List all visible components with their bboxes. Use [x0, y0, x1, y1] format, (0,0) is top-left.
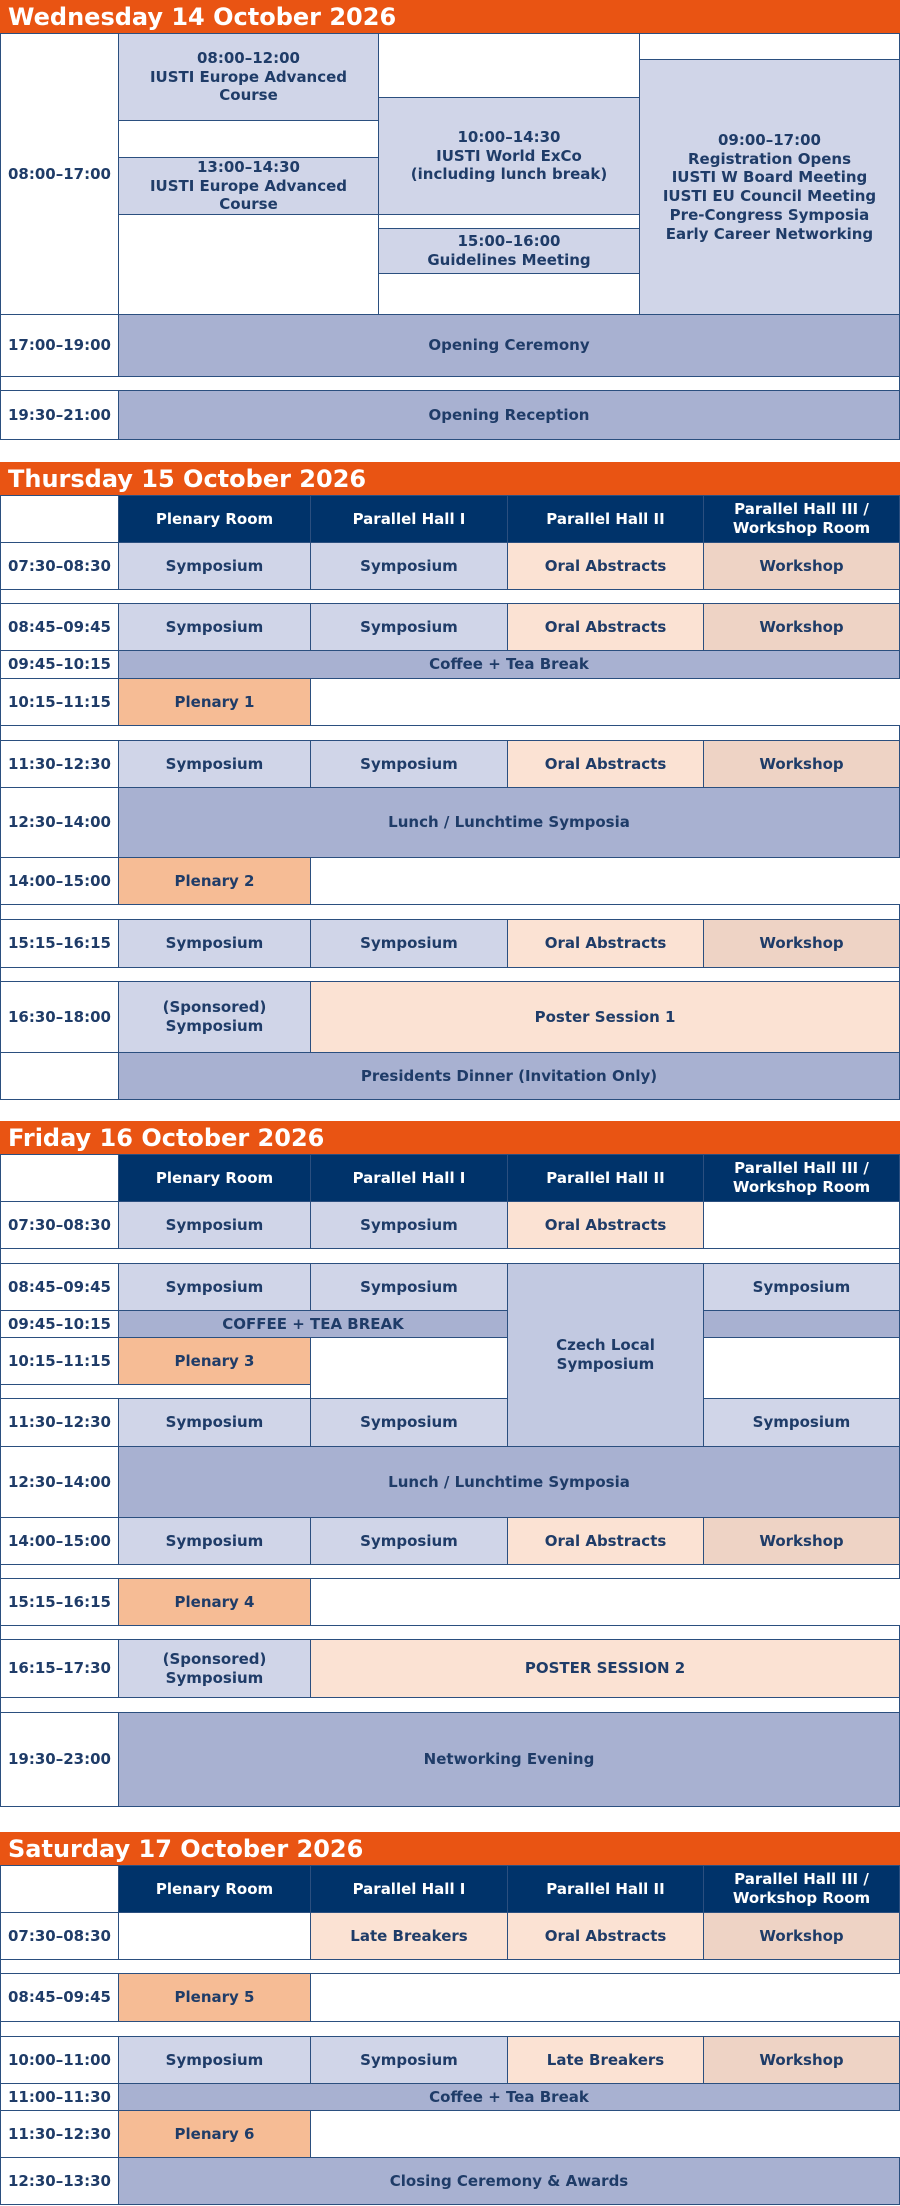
header-parallel-hall-1: Parallel Hall I [310, 1154, 508, 1202]
session-poster-session-2: POSTER SESSION 2 [310, 1639, 900, 1698]
session-poster-session-1: Poster Session 1 [310, 981, 900, 1053]
session-oral-abstracts: Oral Abstracts [507, 919, 704, 968]
day-title-thursday: Thursday 15 October 2026 [0, 462, 900, 496]
time-cell: 16:15–17:30 [0, 1639, 119, 1698]
time-cell: 14:00–15:00 [0, 1517, 119, 1565]
time-cell: 19:30–21:00 [0, 390, 119, 440]
session-workshop: Workshop [703, 603, 900, 651]
time-cell: 12:30–14:00 [0, 1446, 119, 1518]
time-cell: 10:15–11:15 [0, 678, 119, 726]
session-closing-ceremony: Closing Ceremony & Awards [118, 2157, 900, 2205]
spacer-cell [0, 1384, 311, 1399]
session-opening-reception: Opening Reception [118, 390, 900, 440]
header-parallel-hall-2: Parallel Hall II [507, 495, 704, 543]
session-plenary-6: Plenary 6 [118, 2110, 311, 2158]
session-registration: 09:00–17:00 Registration Opens IUSTI W Board Meeting IUSTI EU Council Meeting Pre-Congress Symposia Early Career Networking [639, 59, 900, 315]
session-symposium: Symposium [310, 542, 508, 590]
empty-cell [703, 1337, 900, 1399]
session-lunch: Lunch / Lunchtime Symposia [118, 787, 900, 858]
time-cell: 15:15–16:15 [0, 1578, 119, 1626]
session-symposium: Symposium [310, 919, 508, 968]
session-workshop: Workshop [703, 919, 900, 968]
session-oral-abstracts: Oral Abstracts [507, 603, 704, 651]
session-networking-evening: Networking Evening [118, 1712, 900, 1807]
day-title-friday: Friday 16 October 2026 [0, 1121, 900, 1155]
session-symposium: Symposium [310, 603, 508, 651]
session-workshop: Workshop [703, 1517, 900, 1565]
session-symposium: Symposium [118, 1517, 311, 1565]
header-blank [0, 1154, 119, 1202]
empty-cell [703, 1201, 900, 1249]
session-symposium: Symposium [118, 740, 311, 788]
time-cell: 08:00–17:00 [0, 33, 119, 315]
session-symposium: Symposium [118, 919, 311, 968]
spacer-row [0, 2021, 900, 2037]
spacer-row [0, 725, 900, 741]
session-symposium: Symposium [310, 1263, 508, 1311]
time-cell: 09:45–10:15 [0, 1310, 119, 1338]
session-plenary-3: Plenary 3 [118, 1337, 311, 1385]
session-oral-abstracts: Oral Abstracts [507, 1201, 704, 1249]
time-cell: 11:30–12:30 [0, 2110, 119, 2158]
session-oral-abstracts: Oral Abstracts [507, 1912, 704, 1960]
spacer-row [0, 904, 900, 920]
session-oral-abstracts: Oral Abstracts [507, 542, 704, 590]
time-cell-blank [0, 1052, 119, 1100]
day-title-wednesday: Wednesday 14 October 2026 [0, 0, 900, 34]
session-workshop: Workshop [703, 740, 900, 788]
spacer-row [0, 1564, 900, 1579]
header-parallel-hall-3: Parallel Hall III / Workshop Room [703, 495, 900, 543]
empty-cell [118, 1912, 311, 1960]
time-cell: 10:00–11:00 [0, 2036, 119, 2084]
empty-cell [639, 33, 900, 60]
time-cell: 08:45–09:45 [0, 1973, 119, 2022]
session-symposium: Symposium [703, 1398, 900, 1447]
time-cell: 09:45–10:15 [0, 650, 119, 679]
session-symposium: Symposium [310, 2036, 508, 2084]
session-plenary-1: Plenary 1 [118, 678, 311, 726]
time-cell: 08:45–09:45 [0, 1263, 119, 1311]
time-cell: 16:30–18:00 [0, 981, 119, 1053]
session-symposium: Symposium [118, 1263, 311, 1311]
session-symposium: Symposium [310, 1201, 508, 1249]
session-world-exco: 10:00–14:30 IUSTI World ExCo (including lunch break) [378, 97, 640, 215]
session-workshop: Workshop [703, 2036, 900, 2084]
empty-cell [378, 214, 640, 229]
empty-cell [378, 273, 640, 315]
header-parallel-hall-3: Parallel Hall III / Workshop Room [703, 1865, 900, 1913]
session-oral-abstracts: Oral Abstracts [507, 740, 704, 788]
spacer-row [0, 1959, 900, 1974]
time-cell: 07:30–08:30 [0, 1201, 119, 1249]
session-symposium: Symposium [310, 1517, 508, 1565]
spacer-row [0, 376, 900, 391]
empty-cell [118, 120, 379, 158]
header-plenary-room: Plenary Room [118, 495, 311, 543]
time-cell: 11:30–12:30 [0, 1398, 119, 1447]
spacer-row [0, 1625, 900, 1640]
time-cell: 07:30–08:30 [0, 1912, 119, 1960]
header-parallel-hall-1: Parallel Hall I [310, 1865, 508, 1913]
session-plenary-4: Plenary 4 [118, 1578, 311, 1626]
session-guidelines-meeting: 15:00–16:00 Guidelines Meeting [378, 228, 640, 274]
session-symposium: Symposium [118, 1201, 311, 1249]
header-plenary-room: Plenary Room [118, 1154, 311, 1202]
empty-cell [118, 214, 379, 315]
time-cell: 11:30–12:30 [0, 740, 119, 788]
header-parallel-hall-2: Parallel Hall II [507, 1154, 704, 1202]
session-lunch: Lunch / Lunchtime Symposia [118, 1446, 900, 1518]
session-late-breakers: Late Breakers [310, 1912, 508, 1960]
time-cell: 12:30–14:00 [0, 787, 119, 858]
header-parallel-hall-3: Parallel Hall III / Workshop Room [703, 1154, 900, 1202]
session-coffee-break: Coffee + Tea Break [118, 650, 900, 679]
session-symposium: Symposium [118, 1398, 311, 1447]
header-parallel-hall-2: Parallel Hall II [507, 1865, 704, 1913]
time-cell: 17:00–19:00 [0, 314, 119, 377]
session-plenary-5: Plenary 5 [118, 1973, 311, 2022]
spacer-row [0, 589, 900, 604]
empty-cell [378, 33, 640, 98]
time-cell: 08:45–09:45 [0, 603, 119, 651]
session-advanced-course-am: 08:00–12:00 IUSTI Europe Advanced Course [118, 33, 379, 121]
session-coffee-break: Coffee + Tea Break [118, 2083, 900, 2111]
time-cell: 19:30–23:00 [0, 1712, 119, 1807]
session-oral-abstracts: Oral Abstracts [507, 1517, 704, 1565]
session-sponsored-symposium: (Sponsored) Symposium [118, 981, 311, 1053]
session-symposium: Symposium [310, 1398, 508, 1447]
time-cell: 07:30–08:30 [0, 542, 119, 590]
time-cell: 15:15–16:15 [0, 919, 119, 968]
session-coffee-break: COFFEE + TEA BREAK [118, 1310, 508, 1338]
day-title-saturday: Saturday 17 October 2026 [0, 1832, 900, 1866]
session-symposium: Symposium [310, 740, 508, 788]
session-plenary-2: Plenary 2 [118, 857, 311, 905]
session-symposium: Symposium [118, 603, 311, 651]
session-workshop: Workshop [703, 542, 900, 590]
empty-cell [310, 1337, 508, 1399]
spacer-row [0, 967, 900, 982]
spacer-row [0, 1248, 900, 1264]
session-sponsored-symposium: (Sponsored) Symposium [118, 1639, 311, 1698]
session-advanced-course-pm: 13:00–14:30 IUSTI Europe Advanced Course [118, 157, 379, 215]
session-presidents-dinner: Presidents Dinner (Invitation Only) [118, 1052, 900, 1100]
time-cell: 14:00–15:00 [0, 857, 119, 905]
session-late-breakers: Late Breakers [507, 2036, 704, 2084]
header-blank [0, 1865, 119, 1913]
session-symposium: Symposium [703, 1263, 900, 1311]
session-czech-local-symposium: Czech Local Symposium [507, 1263, 704, 1447]
header-parallel-hall-1: Parallel Hall I [310, 495, 508, 543]
session-opening-ceremony: Opening Ceremony [118, 314, 900, 377]
session-symposium: Symposium [118, 2036, 311, 2084]
time-cell: 10:15–11:15 [0, 1337, 119, 1385]
session-coffee-break-hall3 [703, 1310, 900, 1338]
spacer-row [0, 1697, 900, 1713]
session-workshop: Workshop [703, 1912, 900, 1960]
time-cell: 11:00–11:30 [0, 2083, 119, 2111]
header-blank [0, 495, 119, 543]
session-symposium: Symposium [118, 542, 311, 590]
time-cell: 12:30–13:30 [0, 2157, 119, 2205]
header-plenary-room: Plenary Room [118, 1865, 311, 1913]
